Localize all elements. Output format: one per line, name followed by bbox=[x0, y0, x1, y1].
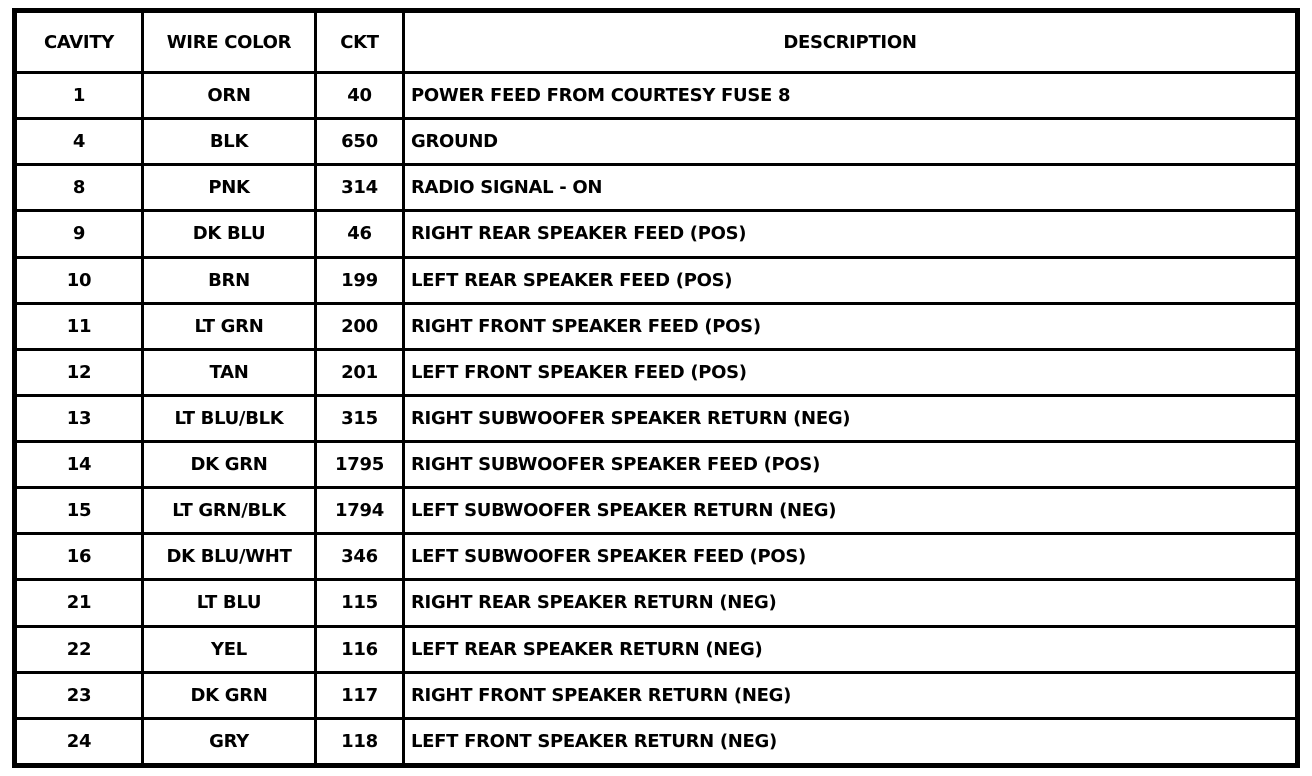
cell-description: LEFT SUBWOOFER SPEAKER RETURN (NEG) bbox=[404, 488, 1298, 534]
cell-ckt: 199 bbox=[316, 257, 404, 303]
cell-description: RIGHT REAR SPEAKER RETURN (NEG) bbox=[404, 580, 1298, 626]
cell-description: LEFT FRONT SPEAKER RETURN (NEG) bbox=[404, 718, 1298, 765]
cell-ckt: 314 bbox=[316, 165, 404, 211]
cell-wire-color: DK BLU/WHT bbox=[143, 534, 316, 580]
cell-cavity: 4 bbox=[15, 119, 143, 165]
cell-ckt: 1794 bbox=[316, 488, 404, 534]
table-row bbox=[15, 488, 1298, 534]
cell-ckt: 117 bbox=[316, 672, 404, 718]
cell-ckt: 46 bbox=[316, 211, 404, 257]
cell-cavity: 22 bbox=[15, 626, 143, 672]
cell-cavity: 24 bbox=[15, 718, 143, 765]
table-row bbox=[15, 119, 1298, 165]
table-row bbox=[15, 672, 1298, 718]
table-row bbox=[15, 211, 1298, 257]
cell-description: POWER FEED FROM COURTESY FUSE 8 bbox=[404, 73, 1298, 119]
cell-wire-color: DK GRN bbox=[143, 442, 316, 488]
cell-wire-color: ORN bbox=[143, 73, 316, 119]
table-row bbox=[15, 580, 1298, 626]
cell-wire-color: LT GRN/BLK bbox=[143, 488, 316, 534]
cell-cavity: 23 bbox=[15, 672, 143, 718]
table-row bbox=[15, 73, 1298, 119]
table-row bbox=[15, 442, 1298, 488]
cell-ckt: 201 bbox=[316, 349, 404, 395]
cell-description: LEFT REAR SPEAKER FEED (POS) bbox=[404, 257, 1298, 303]
cell-cavity: 13 bbox=[15, 395, 143, 441]
cell-wire-color: BLK bbox=[143, 119, 316, 165]
cell-ckt: 1795 bbox=[316, 442, 404, 488]
cell-wire-color: PNK bbox=[143, 165, 316, 211]
cell-cavity: 15 bbox=[15, 488, 143, 534]
cell-ckt: 115 bbox=[316, 580, 404, 626]
table-row bbox=[15, 349, 1298, 395]
cell-description: RIGHT FRONT SPEAKER FEED (POS) bbox=[404, 303, 1298, 349]
cell-wire-color: GRY bbox=[143, 718, 316, 765]
table-row bbox=[15, 257, 1298, 303]
cell-ckt: 346 bbox=[316, 534, 404, 580]
cell-ckt: 650 bbox=[316, 119, 404, 165]
cell-description: RIGHT SUBWOOFER SPEAKER RETURN (NEG) bbox=[404, 395, 1298, 441]
table-row bbox=[15, 395, 1298, 441]
cell-wire-color: LT BLU/BLK bbox=[143, 395, 316, 441]
table-row bbox=[15, 718, 1298, 765]
cell-cavity: 9 bbox=[15, 211, 143, 257]
cell-description: RIGHT FRONT SPEAKER RETURN (NEG) bbox=[404, 672, 1298, 718]
table-row bbox=[15, 534, 1298, 580]
cell-wire-color: LT GRN bbox=[143, 303, 316, 349]
cell-cavity: 1 bbox=[15, 73, 143, 119]
table-body bbox=[15, 73, 1298, 766]
connector-table-container bbox=[12, 8, 1300, 768]
cell-cavity: 21 bbox=[15, 580, 143, 626]
connector-pinout-table bbox=[12, 8, 1300, 768]
cell-wire-color: TAN bbox=[143, 349, 316, 395]
cell-cavity: 11 bbox=[15, 303, 143, 349]
header-ckt: CKT bbox=[316, 11, 404, 73]
table-row bbox=[15, 165, 1298, 211]
cell-ckt: 200 bbox=[316, 303, 404, 349]
header-wire-color: WIRE COLOR bbox=[143, 11, 316, 73]
cell-description: RADIO SIGNAL - ON bbox=[404, 165, 1298, 211]
cell-cavity: 8 bbox=[15, 165, 143, 211]
table-row bbox=[15, 626, 1298, 672]
cell-description: RIGHT SUBWOOFER SPEAKER FEED (POS) bbox=[404, 442, 1298, 488]
header-cavity: CAVITY bbox=[15, 11, 143, 73]
cell-description: LEFT REAR SPEAKER RETURN (NEG) bbox=[404, 626, 1298, 672]
cell-ckt: 116 bbox=[316, 626, 404, 672]
header-description: DESCRIPTION bbox=[404, 11, 1298, 73]
cell-description: LEFT FRONT SPEAKER FEED (POS) bbox=[404, 349, 1298, 395]
cell-ckt: 40 bbox=[316, 73, 404, 119]
cell-description: GROUND bbox=[404, 119, 1298, 165]
cell-cavity: 16 bbox=[15, 534, 143, 580]
cell-ckt: 118 bbox=[316, 718, 404, 765]
cell-wire-color: YEL bbox=[143, 626, 316, 672]
cell-description: RIGHT REAR SPEAKER FEED (POS) bbox=[404, 211, 1298, 257]
cell-wire-color: DK BLU bbox=[143, 211, 316, 257]
header-row bbox=[15, 11, 1298, 73]
cell-description: LEFT SUBWOOFER SPEAKER FEED (POS) bbox=[404, 534, 1298, 580]
cell-wire-color: LT BLU bbox=[143, 580, 316, 626]
cell-cavity: 14 bbox=[15, 442, 143, 488]
cell-cavity: 10 bbox=[15, 257, 143, 303]
cell-wire-color: DK GRN bbox=[143, 672, 316, 718]
cell-ckt: 315 bbox=[316, 395, 404, 441]
cell-wire-color: BRN bbox=[143, 257, 316, 303]
cell-cavity: 12 bbox=[15, 349, 143, 395]
table-row bbox=[15, 303, 1298, 349]
table-header bbox=[15, 11, 1298, 73]
